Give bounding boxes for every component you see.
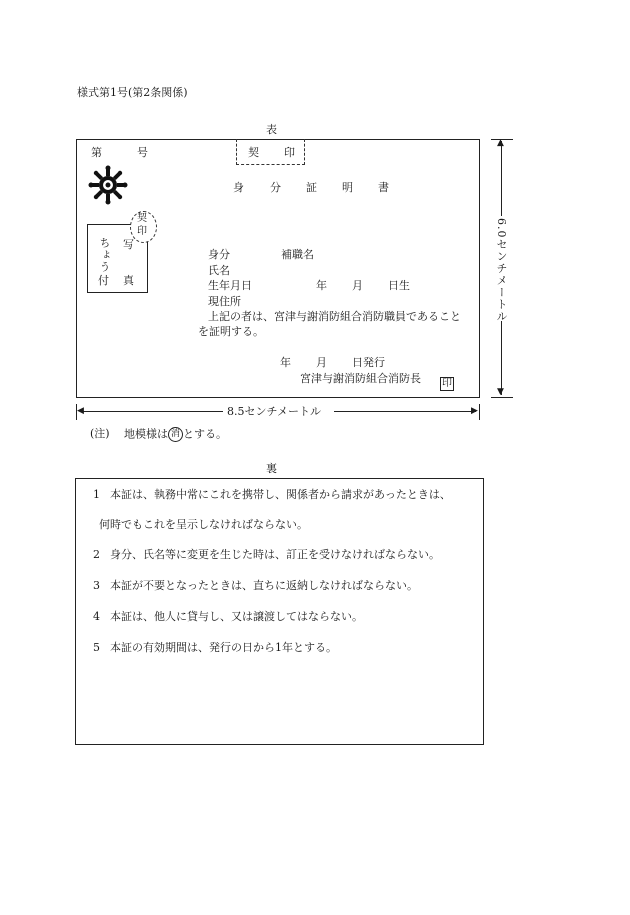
front-section-label: 表 xyxy=(266,123,277,136)
statement-line-1: 上記の者は、宮津与謝消防組合消防職員であること xyxy=(208,310,461,323)
form-title: 様式第1号(第2条関係) xyxy=(77,86,188,99)
height-arrow-up-icon: ▲ xyxy=(497,138,504,148)
note-text-after: とする。 xyxy=(183,427,227,441)
photo-seal-label-2: 印 xyxy=(137,226,147,237)
issue-day-unit: 日発行 xyxy=(352,356,385,369)
back-item-1-continued: 何時でもこれを呈示しなければならない。 xyxy=(99,518,308,531)
title-char-5: 書 xyxy=(378,181,389,194)
photo-seal-label-1: 契 xyxy=(137,213,147,224)
width-arrow-right-icon: ▶ xyxy=(471,406,478,416)
field-birth-label: 生年月日 xyxy=(208,279,252,292)
photo-label-3: 付 xyxy=(98,274,109,287)
photo-label-1: 写 xyxy=(123,238,134,251)
fire-emblem-icon xyxy=(88,165,128,205)
back-item-5-num: 5 xyxy=(93,641,100,654)
field-name-label: 氏名 xyxy=(208,264,230,277)
width-arrow-left-icon: ◀ xyxy=(77,406,84,416)
birth-year-unit: 年 xyxy=(316,279,327,292)
height-label: 6.0センチメートル xyxy=(495,218,508,323)
width-dim-line-left xyxy=(80,411,223,412)
height-arrow-down-icon: ▼ xyxy=(497,387,504,397)
back-item-1-num: 1 xyxy=(93,488,100,501)
back-item-3-text: 本証が不要となったときは、直ちに返納しなければならない。 xyxy=(110,579,418,592)
back-item-2-num: 2 xyxy=(93,548,100,561)
issuer: 宮津与謝消防組合消防長 xyxy=(300,372,421,385)
statement-line-2: を証明する。 xyxy=(198,325,264,338)
field-position-value: 補職名 xyxy=(281,248,314,261)
back-item-3-num: 3 xyxy=(93,579,100,592)
title-char-2: 分 xyxy=(270,181,281,194)
issuer-seal-label: 印 xyxy=(442,378,452,389)
note-line xyxy=(124,427,227,442)
issuer-seal xyxy=(440,371,454,391)
seal-box-label-2: 印 xyxy=(284,146,295,159)
birth-day-unit: 日生 xyxy=(388,279,410,292)
back-item-5-text: 本証の有効期間は、発行の日から1年とする。 xyxy=(110,641,337,654)
note-prefix: (注) xyxy=(90,427,110,440)
back-item-4-text: 本証は、他人に貸与し、又は譲渡してはならない。 xyxy=(110,610,363,623)
width-dim-line-right xyxy=(334,411,476,412)
title-char-4: 明 xyxy=(342,181,353,194)
seal-box-label-1: 契 xyxy=(248,146,259,159)
issue-month-unit: 月 xyxy=(316,356,327,369)
height-dim-bottom-tick xyxy=(491,397,513,398)
back-item-4-num: 4 xyxy=(93,610,100,623)
number-label-second: 号 xyxy=(137,146,148,159)
photo-label-4: 真 xyxy=(123,274,134,287)
width-label: 8.5センチメートル xyxy=(227,405,322,418)
title-char-3: 証 xyxy=(306,181,317,194)
title-char-1: 身 xyxy=(233,181,244,194)
height-dim-line-bottom xyxy=(501,321,502,395)
note-text-before: 地模様は xyxy=(124,427,168,441)
width-dim-right-tick xyxy=(479,404,480,420)
field-address-label: 現住所 xyxy=(208,295,241,308)
back-section-label: 裏 xyxy=(266,462,277,475)
birth-month-unit: 月 xyxy=(352,279,363,292)
back-item-1-text: 本証は、執務中常にこれを携帯し、関係者から請求があったときは、 xyxy=(110,488,451,501)
issue-year-unit: 年 xyxy=(280,356,291,369)
note-mark: 消 xyxy=(168,427,183,442)
back-item-2-text: 身分、氏名等に変更を生じた時は、訂正を受けなければならない。 xyxy=(110,548,440,561)
number-label-first: 第 xyxy=(91,146,102,159)
photo-label-2: ちょう xyxy=(98,237,111,273)
field-position-label: 身分 xyxy=(208,248,230,261)
height-dim-line-top xyxy=(501,141,502,216)
